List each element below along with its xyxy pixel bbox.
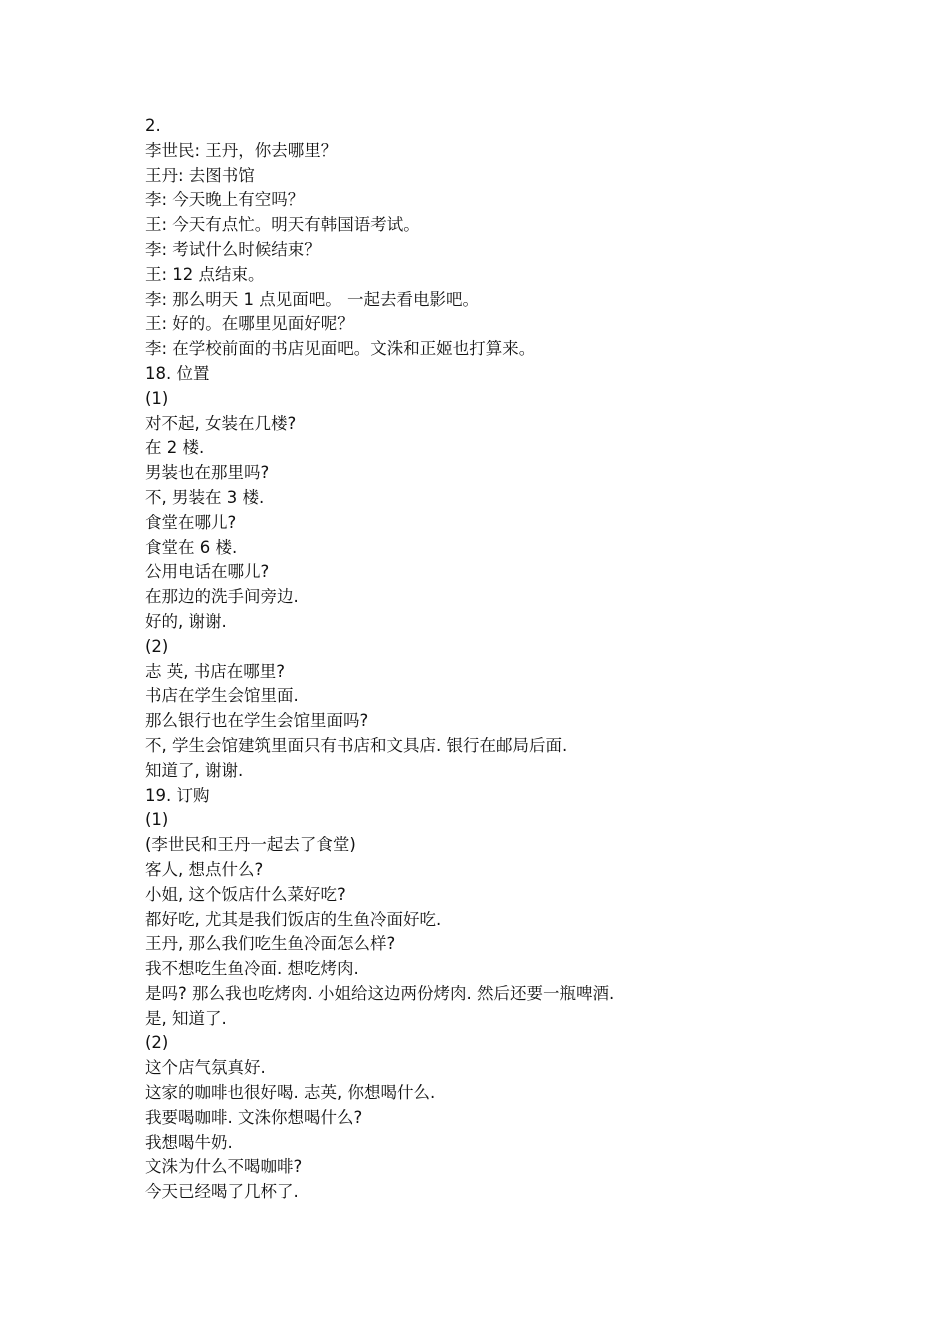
text-line: 公用电话在哪儿? [145,562,270,582]
text-line: 不, 男装在 3 楼. [145,487,265,507]
text-line: (1) [145,388,169,408]
text-line: 李世民: 王丹，你去哪里？ [145,140,338,160]
text-line: 这家的咖啡也很好喝. 志英, 你想喝什么. [145,1083,436,1103]
text-line: (2) [145,636,169,656]
text-line: 王丹, 那么我们吃生鱼冷面怎么样? [145,934,396,954]
text-line: 在那边的洗手间旁边. [145,587,299,607]
text-line: 文洙为什么不喝咖啡? [145,1157,303,1177]
text-line: 是吗? 那么我也吃烤肉. 小姐给这边两份烤肉. 然后还要一瓶啤酒. [145,983,615,1003]
text-line: 知道了, 谢谢. [145,760,244,780]
text-line: 都好吃, 尤其是我们饭店的生鱼冷面好吃. [145,909,442,929]
text-line: 我想喝牛奶. [145,1132,233,1152]
text-line: 王: 好的。在哪里见面好呢？ [145,314,354,334]
text-line: 客人, 想点什么? [145,859,264,879]
text-line: 不, 学生会馆建筑里面只有书店和文具店. 银行在邮局后面. [145,735,568,755]
text-line: 书店在学生会馆里面. [145,686,299,706]
text-line: 王: 今天有点忙。明天有韩国语考试。 [145,215,420,235]
text-line: 我要喝咖啡. 文洙你想喝什么? [145,1107,363,1127]
text-line: 那么银行也在学生会馆里面吗? [145,711,369,731]
text-line: 今天已经喝了几杯了. [145,1182,299,1202]
text-line: 这个店气氛真好. [145,1058,266,1078]
text-line: (李世民和王丹一起去了食堂) [145,835,356,855]
text-line: 李: 今天晚上有空吗？ [145,190,305,210]
text-line: 李: 考试什么时候结束？ [145,239,321,259]
text-line: 18. 位置 [145,363,210,383]
text-line: 是, 知道了. [145,1008,227,1028]
text-line: 李: 那么明天 1 点见面吧。 一起去看电影吧。 [145,289,480,309]
document-body [145,114,865,1205]
text-line: (1) [145,810,169,830]
text-line: 王: 12 点结束。 [145,264,265,284]
text-line: 食堂在 6 楼. [145,537,238,557]
text-line: 李: 在学校前面的书店见面吧。文洙和正姬也打算来。 [145,339,536,359]
text-line: 食堂在哪儿? [145,512,237,532]
text-line: 小姐, 这个饭店什么菜好吃? [145,884,346,904]
text-line: 在 2 楼. [145,438,205,458]
text-line: (2) [145,1033,169,1053]
text-line: 王丹: 去图书馆 [145,165,255,185]
text-line: 我不想吃生鱼冷面. 想吃烤肉. [145,959,359,979]
text-line: 志 英, 书店在哪里? [145,661,285,681]
text-line: 19. 订购 [145,785,210,805]
text-line: 好的, 谢谢. [145,611,227,631]
text-line: 男装也在那里吗? [145,463,270,483]
text-line: 2. [145,116,161,135]
text-line: 对不起, 女装在几楼? [145,413,297,433]
